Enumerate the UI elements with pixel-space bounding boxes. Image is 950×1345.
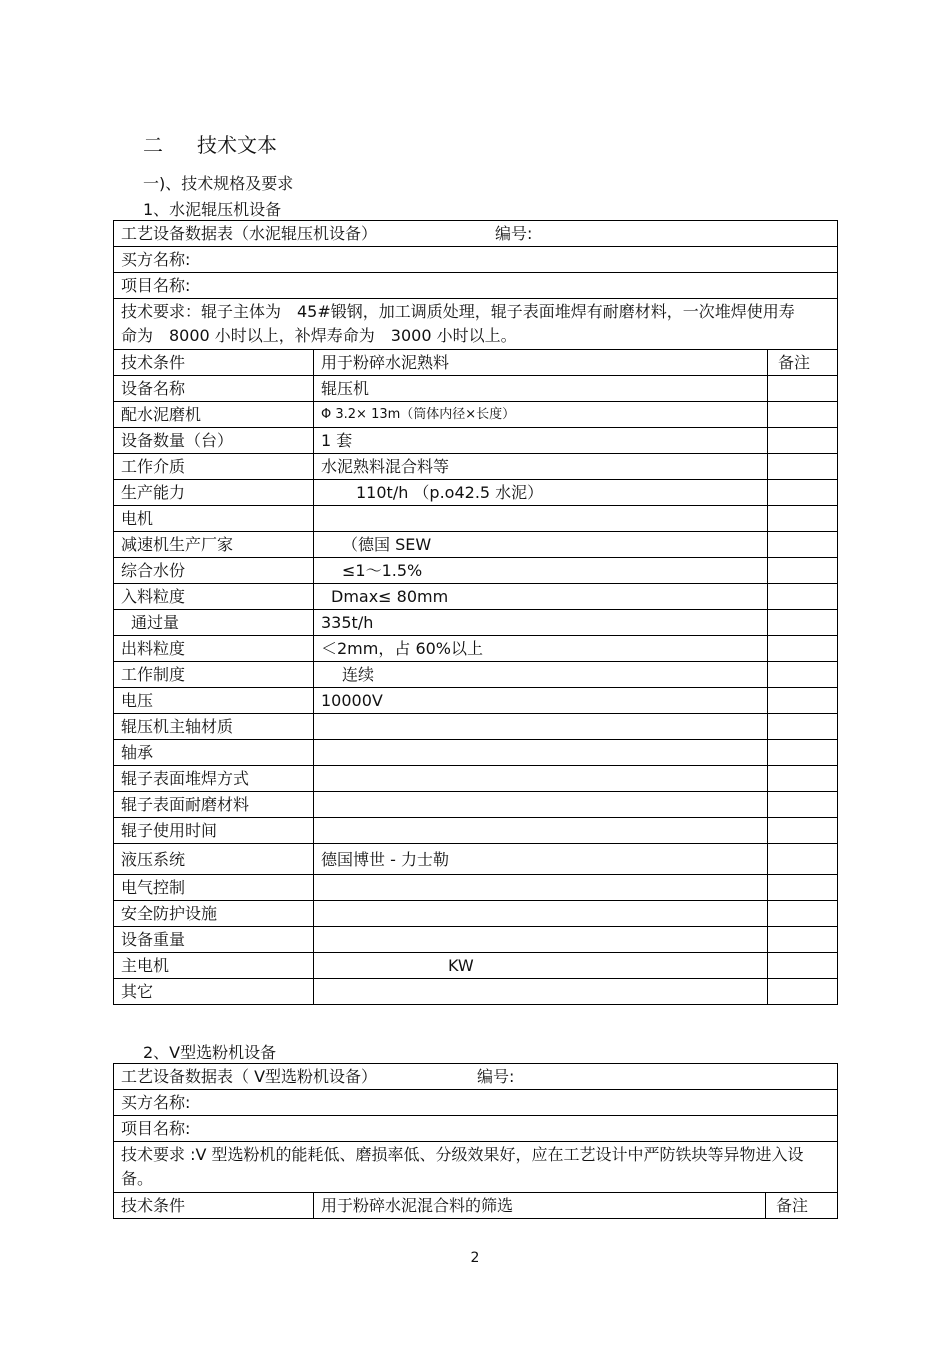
table-row [114, 584, 838, 610]
row-label: 辊子表面耐磨材料 [114, 792, 314, 818]
row-label: 辊子表面堆焊方式 [114, 766, 314, 792]
project-name-cell: 项目名称: [114, 1116, 838, 1142]
row-remark [768, 818, 838, 844]
row-label: 液压系统 [114, 844, 314, 875]
row-value [314, 714, 768, 740]
row-value [314, 927, 768, 953]
table-row [114, 480, 838, 506]
row-remark [768, 376, 838, 402]
buyer-name-cell: 买方名称: [114, 1090, 838, 1116]
row-label: 安全防护设施 [114, 901, 314, 927]
row-remark [768, 662, 838, 688]
table-row [114, 506, 838, 532]
row-value [314, 506, 768, 532]
row-remark [768, 584, 838, 610]
row-remark [768, 636, 838, 662]
row-label: 入料粒度 [114, 584, 314, 610]
row-value: 110t/h （p.o42.5 水泥） [314, 480, 768, 506]
section-title [143, 129, 277, 158]
table-header-cell [114, 221, 838, 247]
row-label: 设备数量（台） [114, 428, 314, 454]
row-remark [768, 979, 838, 1005]
row-remark [768, 506, 838, 532]
separator-data-table [113, 1063, 838, 1219]
col-header-remark: 备注 [766, 1193, 838, 1219]
item2-title: 2、V型选粉机设备 [143, 1043, 277, 1062]
table-row [114, 740, 838, 766]
row-label: 通过量 [114, 610, 314, 636]
row-remark [768, 766, 838, 792]
row-value [314, 766, 768, 792]
table-row [114, 610, 838, 636]
table-row [114, 979, 838, 1005]
row-label: 综合水份 [114, 558, 314, 584]
row-value: 水泥熟料混合料等 [314, 454, 768, 480]
row-label: 辊压机主轴材质 [114, 714, 314, 740]
table-row [114, 636, 838, 662]
column-header-row [114, 1193, 838, 1219]
row-value: 1 套 [314, 428, 768, 454]
table-row [114, 662, 838, 688]
row-label: 工作制度 [114, 662, 314, 688]
table-row [114, 454, 838, 480]
row-value: 辊压机 [314, 376, 768, 402]
col-header-remark: 备注 [768, 350, 838, 376]
table-title: 工艺设备数据表（ V型选粉机设备） [121, 1067, 378, 1086]
row-value [314, 792, 768, 818]
row-remark [768, 688, 838, 714]
table-row [114, 875, 838, 901]
table-row [114, 532, 838, 558]
row-remark [768, 792, 838, 818]
table-row [114, 901, 838, 927]
col-header-condition: 技术条件 [114, 1193, 314, 1219]
col-header-purpose: 用于粉碎水泥混合料的筛选 [314, 1193, 766, 1219]
section-number: 二 [143, 133, 163, 157]
row-label: 配水泥磨机 [114, 402, 314, 428]
row-value: ＜2mm，占 60%以上 [314, 636, 768, 662]
row-label: 其它 [114, 979, 314, 1005]
row-value: 10000V [314, 688, 768, 714]
row-label: 电气控制 [114, 875, 314, 901]
row-remark [768, 714, 838, 740]
buyer-name-cell: 买方名称: [114, 247, 838, 273]
section-title-text: 技术文本 [197, 133, 277, 157]
table-code-label: 编号: [495, 224, 533, 243]
row-value [314, 740, 768, 766]
item1-title: 1、水泥辊压机设备 [143, 200, 282, 219]
table-row [114, 953, 838, 979]
col-header-condition: 技术条件 [114, 350, 314, 376]
table-row [114, 688, 838, 714]
row-label: 出料粒度 [114, 636, 314, 662]
row-value [314, 901, 768, 927]
row-remark [768, 901, 838, 927]
row-label: 轴承 [114, 740, 314, 766]
row-value: KW [314, 953, 768, 979]
row-value: Dmax≤ 80mm [314, 584, 768, 610]
row-label: 减速机生产厂家 [114, 532, 314, 558]
row-value [314, 818, 768, 844]
row-value: （德国 SEW [314, 532, 768, 558]
row-value: ≤1～1.5% [314, 558, 768, 584]
row-label: 电压 [114, 688, 314, 714]
roller-press-data-table [113, 220, 838, 1005]
row-remark [768, 740, 838, 766]
row-value: Φ 3.2× 13m（筒体内径×长度） [314, 402, 768, 428]
row-label: 生产能力 [114, 480, 314, 506]
table-row [114, 714, 838, 740]
tech-requirements-cell: 技术要求：辊子主体为 45#锻钢，加工调质处理，辊子表面堆焊有耐磨材料，一次堆焊使用寿命为 8000 小时以上，补焊寿命为 3000 小时以上。 [114, 299, 838, 350]
table-row [114, 402, 838, 428]
row-remark [768, 953, 838, 979]
table-header-row [114, 221, 838, 247]
row-label: 设备名称 [114, 376, 314, 402]
row-remark [768, 558, 838, 584]
table-row [114, 844, 838, 875]
row-remark [768, 454, 838, 480]
table-row [114, 428, 838, 454]
table-row [114, 792, 838, 818]
row-value: 德国博世 - 力士勒 [314, 844, 768, 875]
col-header-purpose: 用于粉碎水泥熟料 [314, 350, 768, 376]
row-remark [768, 480, 838, 506]
column-header-row [114, 350, 838, 376]
row-value [314, 979, 768, 1005]
row-label: 设备重量 [114, 927, 314, 953]
row-label: 电机 [114, 506, 314, 532]
row-label: 辊子使用时间 [114, 818, 314, 844]
row-value: 335t/h [314, 610, 768, 636]
row-label: 主电机 [114, 953, 314, 979]
row-remark [768, 610, 838, 636]
table-row [114, 818, 838, 844]
table-row [114, 927, 838, 953]
tech-requirements-cell: 技术要求 :V 型选粉机的能耗低、磨损率低、分级效果好，应在工艺设计中严防铁块等异物进入设备。 [114, 1142, 838, 1193]
table-header-row [114, 1064, 838, 1090]
row-remark [768, 428, 838, 454]
row-remark [768, 927, 838, 953]
table-header-cell [114, 1064, 838, 1090]
project-name-cell: 项目名称: [114, 273, 838, 299]
page-number: 2 [470, 1250, 480, 1266]
table-code-label: 编号: [477, 1067, 515, 1086]
row-remark [768, 844, 838, 875]
row-remark [768, 875, 838, 901]
table-title: 工艺设备数据表（水泥辊压机设备） [121, 224, 378, 243]
subsection-title: 一)、技术规格及要求 [143, 174, 294, 193]
table-row [114, 558, 838, 584]
row-remark [768, 532, 838, 558]
table-row [114, 376, 838, 402]
row-value [314, 875, 768, 901]
row-value: 连续 [314, 662, 768, 688]
row-remark [768, 402, 838, 428]
table-row [114, 766, 838, 792]
row-label: 工作介质 [114, 454, 314, 480]
